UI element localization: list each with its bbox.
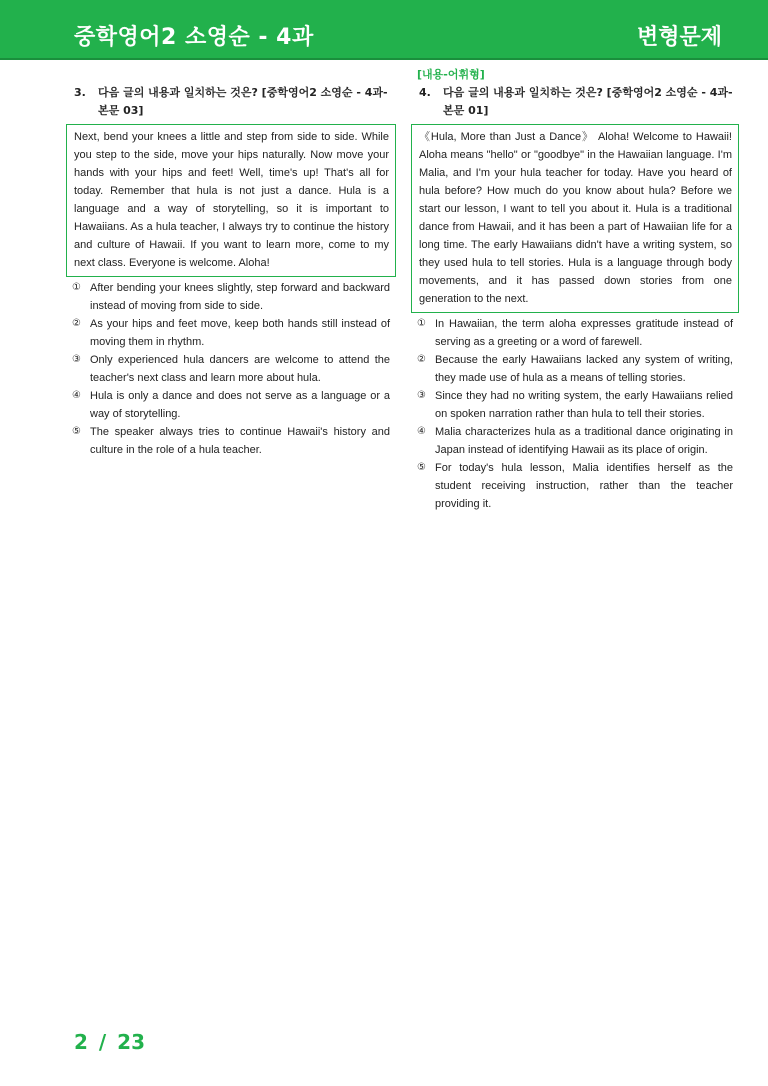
option-text: In Hawaiian, the term aloha expresses gratitude instead of serving as a greeting or a word of farewell. <box>435 318 733 348</box>
question-4-option-5[interactable] <box>417 459 733 513</box>
question-type-tag: [내용-어휘형] <box>417 68 485 81</box>
question-3-heading <box>66 84 396 120</box>
option-marker: ① <box>72 282 81 293</box>
option-marker: ④ <box>72 390 81 401</box>
question-4-text: 다음 글의 내용과 일치하는 것은? [중학영어2 소영순 - 4과-본문 01] <box>443 86 733 117</box>
option-marker: ③ <box>72 354 81 365</box>
question-4-option-2[interactable] <box>417 351 733 387</box>
option-text: After bending your knees slightly, step forward and backward instead of moving from side to side. <box>90 282 390 312</box>
question-3-option-5[interactable] <box>72 423 390 459</box>
option-marker: ② <box>417 354 426 365</box>
option-marker: ① <box>417 318 426 329</box>
question-3-options <box>66 279 396 459</box>
question-3-option-4[interactable] <box>72 387 390 423</box>
question-4-heading <box>411 84 739 120</box>
question-4 <box>411 66 739 513</box>
question-4-number: 4. <box>419 86 431 99</box>
question-3-text: 다음 글의 내용과 일치하는 것은? [중학영어2 소영순 - 4과-본문 03] <box>98 86 388 117</box>
question-3-number: 3. <box>74 86 86 99</box>
question-3-option-2[interactable] <box>72 315 390 351</box>
option-marker: ③ <box>417 390 426 401</box>
header-title: 중학영어2 소영순 - 4과 <box>74 25 314 50</box>
question-3-passage: Next, bend your knees a little and step from side to side. While you step to the side, move your hips naturally. Now move your hands with your hips and feet! Well, time's up! That's all for today. Remember that hula is not just a dance. Hula is a language and a way of storytelling, so it is important to Hawaiians. As a hula teacher, I always try to continue the history and culture of Hawaii. If you want to learn more, come to my next class. Everyone is welcome. Aloha! <box>66 124 396 277</box>
option-text: Malia characterizes hula as a traditional dance originating in Japan instead of identifying Hawaii as its place of origin. <box>435 426 733 456</box>
option-text: As your hips and feet move, keep both hands still instead of moving them in rhythm. <box>90 318 390 348</box>
page-number: 2 / 23 <box>74 1030 145 1054</box>
question-4-option-3[interactable] <box>417 387 733 423</box>
question-3-option-1[interactable] <box>72 279 390 315</box>
option-text: Hula is only a dance and does not serve as a language or a way of storytelling. <box>90 390 390 420</box>
question-4-passage: 《Hula, More than Just a Dance》 Aloha! Welcome to Hawaii! Aloha means "hello" or "goodbye" in the Hawaiian language. I'm Malia, and I'm your hula teacher for today. Have you heard of hula before? How much do you know about hula? Before we start our lesson, I want to tell you about it. Hula is a traditional dance from Hawaii, and it has been a part of Hawaiian life for a long time. The early Hawaiians didn't have a writing system, so they used hula to tell stories. Hula is a language through body movements, and it has passed down stories from one generation to the next. <box>411 124 739 313</box>
question-3-option-3[interactable] <box>72 351 390 387</box>
question-4-option-1[interactable] <box>417 315 733 351</box>
option-text: Since they had no writing system, the early Hawaiians relied on spoken narration rather than hula to tell their stories. <box>435 390 733 420</box>
question-3 <box>66 84 396 459</box>
header-section-label: 변형문제 <box>636 25 722 50</box>
option-text: Only experienced hula dancers are welcome to attend the teacher's next class and learn more about hula. <box>90 354 390 384</box>
question-4-option-4[interactable] <box>417 423 733 459</box>
option-marker: ⑤ <box>72 426 81 437</box>
option-marker: ② <box>72 318 81 329</box>
option-marker: ④ <box>417 426 426 437</box>
option-text: Because the early Hawaiians lacked any system of writing, they made use of hula as a means of telling stories. <box>435 354 733 384</box>
option-text: The speaker always tries to continue Hawaii's history and culture in the role of a hula teacher. <box>90 426 390 456</box>
option-text: For today's hula lesson, Malia identifies herself as the student receiving instruction, rather than the teacher providing it. <box>435 462 733 510</box>
question-4-options <box>411 315 739 513</box>
option-marker: ⑤ <box>417 462 426 473</box>
page-header <box>0 0 768 60</box>
